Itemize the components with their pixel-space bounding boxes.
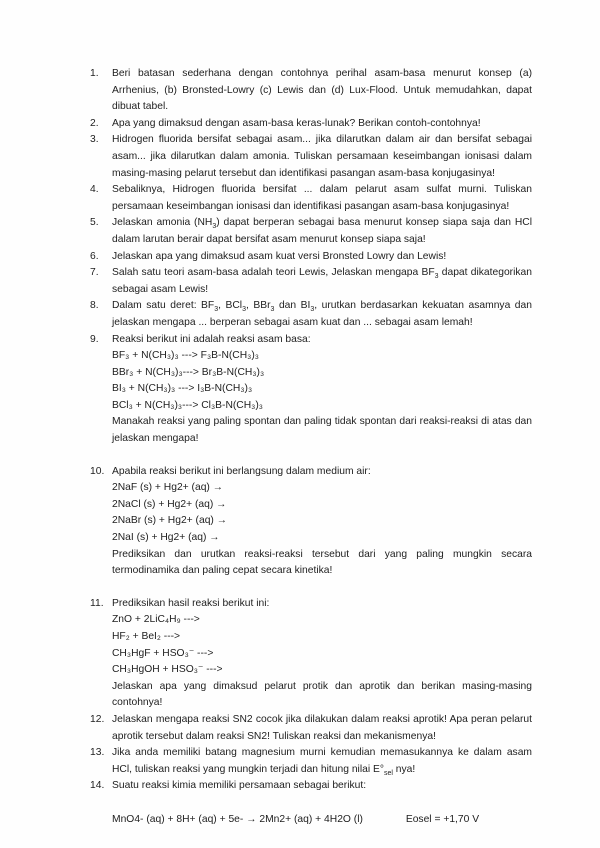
question-7 (90, 265, 532, 298)
reaction-equation: MnO4- (aq) + 8H+ (aq) + 5e- → 2Mn2+ (aq) + 4H2O (l) (112, 813, 363, 825)
reaction-equation: BCl₃ + N(CH₃)₃---> Cl₃B-N(CH₃)₃ (112, 399, 263, 411)
question-outro: Manakah reaksi yang paling spontan dan paling tidak spontan dari reaksi-reaksi di atas dan jelaskan mengapa! (112, 416, 532, 445)
question-intro: Prediksikan hasil reaksi berikut ini: (112, 597, 270, 609)
reaction-equation: CH₃HgOH + HSO₃⁻ ---> (112, 664, 223, 676)
subscript: 3 (212, 223, 217, 231)
question-9 (90, 332, 532, 448)
text-part: Jika anda memiliki batang magnesium murni kemudian memasukannya ke dalam asam HCl, tuliskan reaksi yang mungkin terjadi dan hitung nilai E° (112, 747, 532, 775)
question-3 (90, 132, 532, 182)
text-part: ) dapat berperan sebagai basa menurut konsep siapa saja dan HCl dalam larutan berair dapat bersifat asam menurut konsep siapa saja! (112, 217, 532, 245)
subscript: 3 (434, 273, 439, 281)
question-number: 11. (90, 597, 104, 609)
question-number: 14. (90, 780, 105, 792)
question-body (112, 596, 532, 712)
subscript: 3 (214, 306, 219, 314)
question-text: Beri batasan sederhana dengan contohnya perihal asam-basa menurut konsep (a) Arrhenius, (b) Bronsted-Lowry (c) Lewis dan (d) Lux-Flood. Untuk memudahkan, dapat dibuat tabel. (112, 68, 532, 113)
reaction-equation: BI₃ + N(CH₃)₃ ---> I₃B-N(CH₃)₃ (112, 383, 253, 395)
question-body (112, 778, 532, 795)
reaction-equation: 2NaI (s) + Hg2+ (aq) → (112, 532, 220, 544)
question-list (90, 66, 532, 829)
question-text (112, 298, 532, 331)
question-1 (90, 66, 532, 116)
text-part: , BBr (246, 300, 271, 312)
final-equation-row (90, 812, 532, 829)
question-body (112, 464, 532, 580)
reaction-equation: 2NaCl (s) + Hg2+ (aq) → (112, 498, 227, 510)
question-2 (90, 116, 532, 133)
question-text (112, 745, 532, 778)
question-outro: Prediksikan dan urutkan reaksi-reaksi tersebut dari yang paling mungkin secara termodinamika dan paling cepat secara kinetika! (112, 548, 532, 577)
question-number: 5. (90, 217, 99, 229)
question-11 (90, 596, 532, 712)
question-body (112, 332, 532, 448)
reaction-equation: HF₂ + BeI₂ ---> (112, 631, 181, 642)
subscript: 3 (242, 306, 246, 314)
spacer (90, 448, 532, 464)
text-part: dapat dikategorikan sebagai asam Lewis! (112, 267, 532, 295)
text-part: dan BI (274, 300, 311, 312)
question-14 (90, 778, 532, 795)
question-number: 12. (90, 713, 105, 725)
reaction-equation: 2NaF (s) + Hg2+ (aq) → (112, 482, 224, 494)
question-13 (90, 745, 532, 778)
text-part: , BCl (218, 300, 243, 312)
question-number: 3. (90, 134, 99, 146)
question-intro: Reaksi berikut ini adalah reaksi asam basa: (112, 333, 311, 345)
question-text (112, 215, 532, 248)
text-part: Dalam satu deret: BF (112, 300, 215, 312)
question-number: 2. (90, 117, 99, 129)
question-intro: Suatu reaksi kimia memiliki persamaan sebagai berikut: (112, 780, 367, 792)
subscript: sel (383, 769, 393, 777)
question-5 (90, 215, 532, 248)
reaction-equation: CH₃HgF + HSO₃⁻ ---> (112, 647, 214, 659)
question-number: 4. (90, 184, 99, 196)
question-outro: Jelaskan apa yang dimaksud pelarut protik dan aprotik dan berikan masing-masing contohnya! (112, 680, 532, 709)
question-number: 6. (90, 250, 99, 262)
question-10 (90, 464, 532, 580)
subscript: 3 (270, 306, 275, 314)
subscript: 3 (310, 306, 315, 314)
text-part: nya! (392, 763, 416, 775)
text-part: Salah satu teori asam-basa adalah teori Lewis, Jelaskan mengapa BF (112, 267, 435, 279)
question-number: 1. (90, 68, 99, 79)
question-intro: Apabila reaksi berikut ini berlangsung dalam medium air: (112, 465, 371, 477)
cell-potential: Eosel = +1,70 V (405, 813, 480, 825)
question-text: Apa yang dimaksud dengan asam-basa keras-lunak? Berikan contoh-contohnya! (112, 117, 481, 129)
question-number: 7. (90, 267, 99, 279)
question-text: Jelaskan mengapa reaksi SN2 cocok jika dilakukan dalam reaksi aprotik! Apa peran pelarut aprotik tersebut dalam reaksi SN2! Tuliskan reaksi dan mekanismenya! (112, 713, 532, 742)
question-number: 9. (90, 333, 99, 345)
question-4 (90, 182, 532, 215)
question-8 (90, 298, 532, 331)
question-number: 10. (90, 465, 105, 477)
question-text: Jelaskan apa yang dimaksud asam kuat versi Bronsted Lowry dan Lewis! (112, 250, 447, 262)
question-text (112, 265, 532, 298)
question-12 (90, 712, 532, 745)
reaction-equation: BF₃ + N(CH₃)₃ ---> F₃B-N(CH₃)₃ (112, 350, 259, 362)
text-part: Jelaskan amonia (NH (112, 217, 213, 229)
spacer (90, 580, 532, 596)
question-text: Hidrogen fluorida bersifat sebagai asam... jika dilarutkan dalam air dan bersifat sebagai asam... jika dilarutkan dalam amonia. Tuliskan persamaan keseimbangan ionisasi dalam masing-masing pelarut tersebut dan identifikasi pasangan asam-basa konjugasinya! (112, 134, 532, 179)
question-6 (90, 249, 532, 266)
reaction-equation: BBr₃ + N(CH₃)₃---> Br₃B-N(CH₃)₃ (112, 366, 265, 378)
question-text: Sebaliknya, Hidrogen fluorida bersifat ... dalam pelarut asam sulfat murni. Tuliskan persamaan keseimbangan ionisasi dan identifikasi pasangan asam-basa konjugasinya! (112, 184, 532, 212)
question-number: 13. (90, 747, 105, 759)
text-part: , urutkan berdasarkan kekuatan asamnya dan jelaskan mengapa ... berperan sebagai asam kuat dan ... sebagai asam lemah! (112, 300, 532, 328)
reaction-equation: ZnO + 2LiC₄H₉ ---> (112, 614, 200, 626)
question-number: 8. (90, 300, 99, 312)
reaction-equation: 2NaBr (s) + Hg2+ (aq) → (112, 515, 228, 527)
